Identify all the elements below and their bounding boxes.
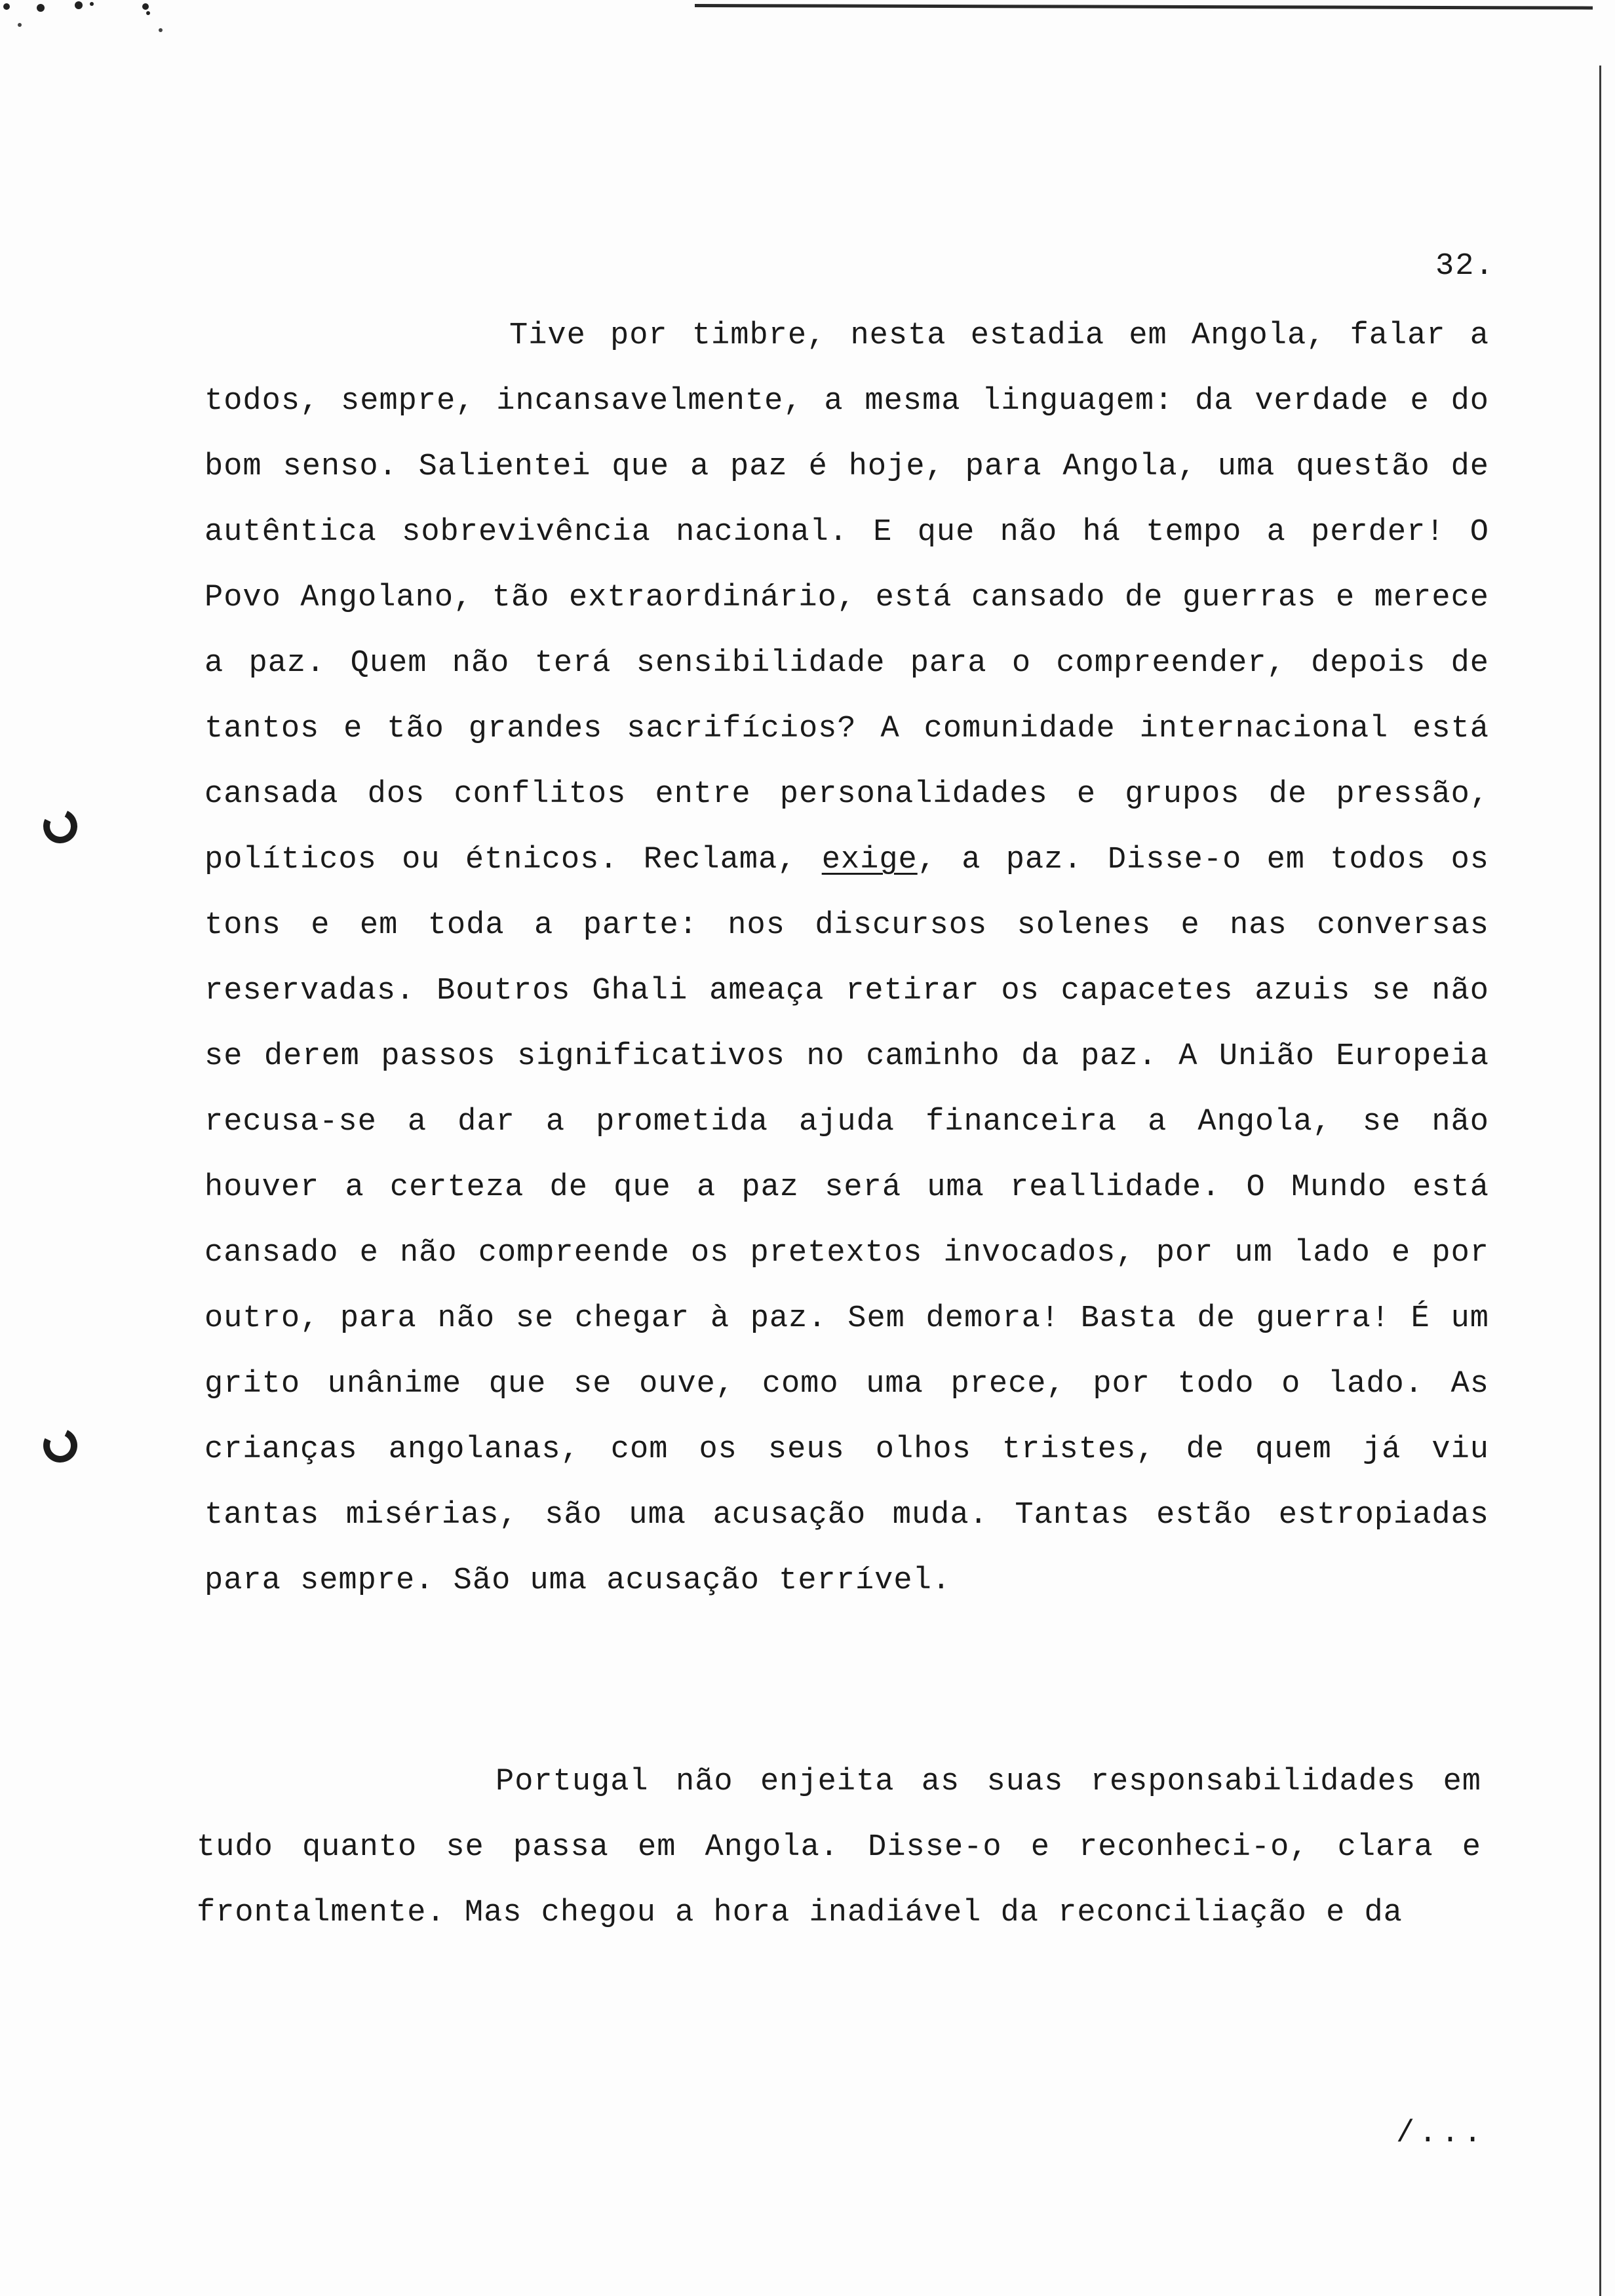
underlined-word: exige	[821, 843, 918, 877]
page-number: 32.	[1435, 249, 1495, 284]
continuation-marker: /...	[1396, 2116, 1486, 2151]
top-border-line	[695, 4, 1593, 10]
paragraph-1-text-end: , a paz. Disse-o em todos os tons e em toda a parte: nos discursos solenes e nas conversas reservadas. Boutros Ghali ameaça retirar os capacetes azuis se não se derem passos significativos no caminho da paz. A União Europeia recusa-se a dar a prometida ajuda financeira a Angola, se não houver a certeza de que a paz será uma reallidade. O Mundo está cansado e não compreende os pretextos invocados, por um lado e por outro, para não se chegar à paz. Sem demora! Basta de guerra! É um grito unânime que se ouve, como uma prece, por todo o lado. As crianças angolanas, com os seus olhos tristes, de quem já viu tantas misérias, são uma acusação muda. Tantas estão estropiadas para sempre. São uma acusação terrível.	[204, 843, 1489, 1598]
binder-hole-mark	[39, 1424, 83, 1468]
scan-specks	[0, 0, 197, 39]
paragraph-2: Portugal não enjeita as suas responsabilidades em tudo quanto se passa em Angola. Disse-o e reconheci-o, clara e frontalmente. Mas chegou a hora inadiável da reconciliação e da	[197, 1765, 1481, 1930]
right-border-line	[1599, 66, 1601, 2296]
paragraph-1	[204, 303, 1489, 1614]
binder-hole-mark	[39, 805, 83, 849]
paragraph-1-text-start: Tive por timbre, nesta estadia em Angola, falar a todos, sempre, incansavelmente, a mesma linguagem: da verdade e do bom senso. Salientei que a paz é hoje, para Angola, uma questão de autêntica sobrevivência nacional. E que não há tempo a perder! O Povo Angolano, tão extraordinário, está cansado de guerras e merece a paz. Quem não terá sensibilidade para o compreender, depois de tantos e tão grandes sacrifícios? A comunidade internacional está cansada dos conflitos entre personalidades e grupos de pressão, políticos ou étnicos. Reclama,	[204, 318, 1489, 877]
